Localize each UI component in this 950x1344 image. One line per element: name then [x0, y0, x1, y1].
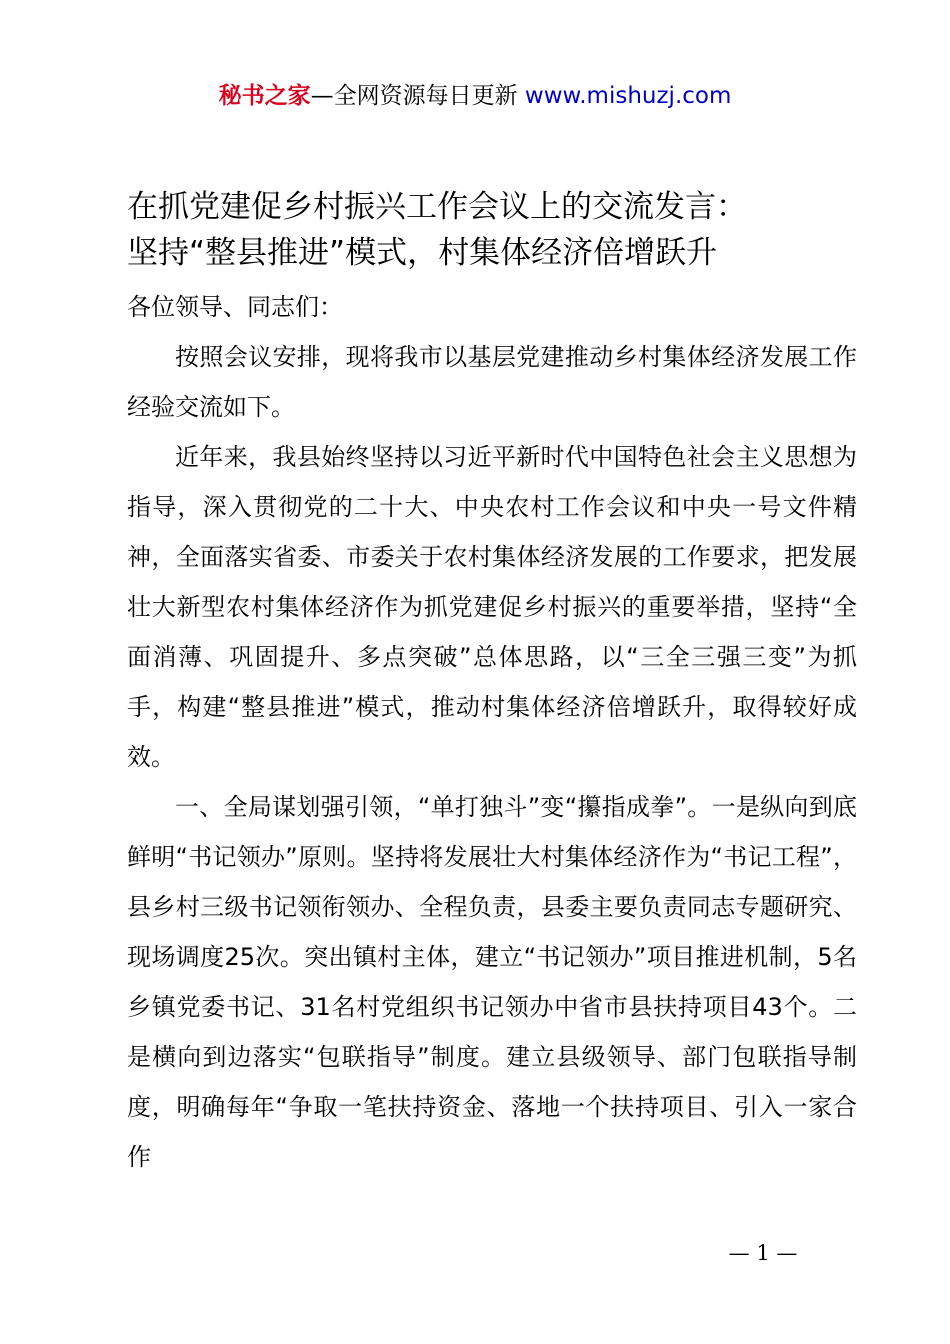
paragraph: 近年来，我县始终坚持以习近平新时代中国特色社会主义思想为指导，深入贯彻党的二十大、中央农村工作会议和中央一号文件精神，全面落实省委、市委关于农村集体经济发展的工作要求，把发展壮大新型农村集体经济作为抓党建促乡村振兴的重要举措，坚持“全面消薄、巩固提升、多点突破”总体思路，以“三全三强三变”为抓手，构建“整县推进”模式，推动村集体经济倍增跃升，取得较好成效。	[127, 443, 857, 771]
paragraph: 一、全局谋划强引领，“单打独斗”变“攥指成拳”。一是纵向到底鲜明“书记领办”原则。坚持将发展壮大村集体经济作为“书记工程”，县乡村三级书记领衔领办、全程负责，县委主要负责同志专题研究、现场调度25次。突出镇村主体，建立“书记领办”项目推进机制，5名乡镇党委书记、31名村党组织书记领办中省市县扶持项目43个。二是横向到边落实“包联指导”制度。建立县级领导、部门包联指导制度，明确每年“争取一笔扶持资金、落地一个扶持项目、引入一家合作	[127, 793, 857, 1171]
document-title	[127, 184, 847, 276]
site-header	[0, 80, 950, 112]
title-line-1: 在抓党建促乡村振兴工作会议上的交流发言：	[127, 189, 747, 225]
page-number: — 1 —	[728, 1241, 798, 1265]
salutation: 各位领导、同志们：	[127, 293, 343, 321]
brand-name: 秘书之家	[218, 83, 311, 109]
document-body	[127, 332, 857, 1182]
site-url-link[interactable]: www.mishuzj.com	[524, 83, 732, 109]
header-tagline: —全网资源每日更新	[310, 83, 525, 109]
title-line-2: 坚持“整县推进”模式，村集体经济倍增跃升	[127, 235, 718, 271]
paragraph: 按照会议安排，现将我市以基层党建推动乡村集体经济发展工作经验交流如下。	[127, 343, 857, 421]
